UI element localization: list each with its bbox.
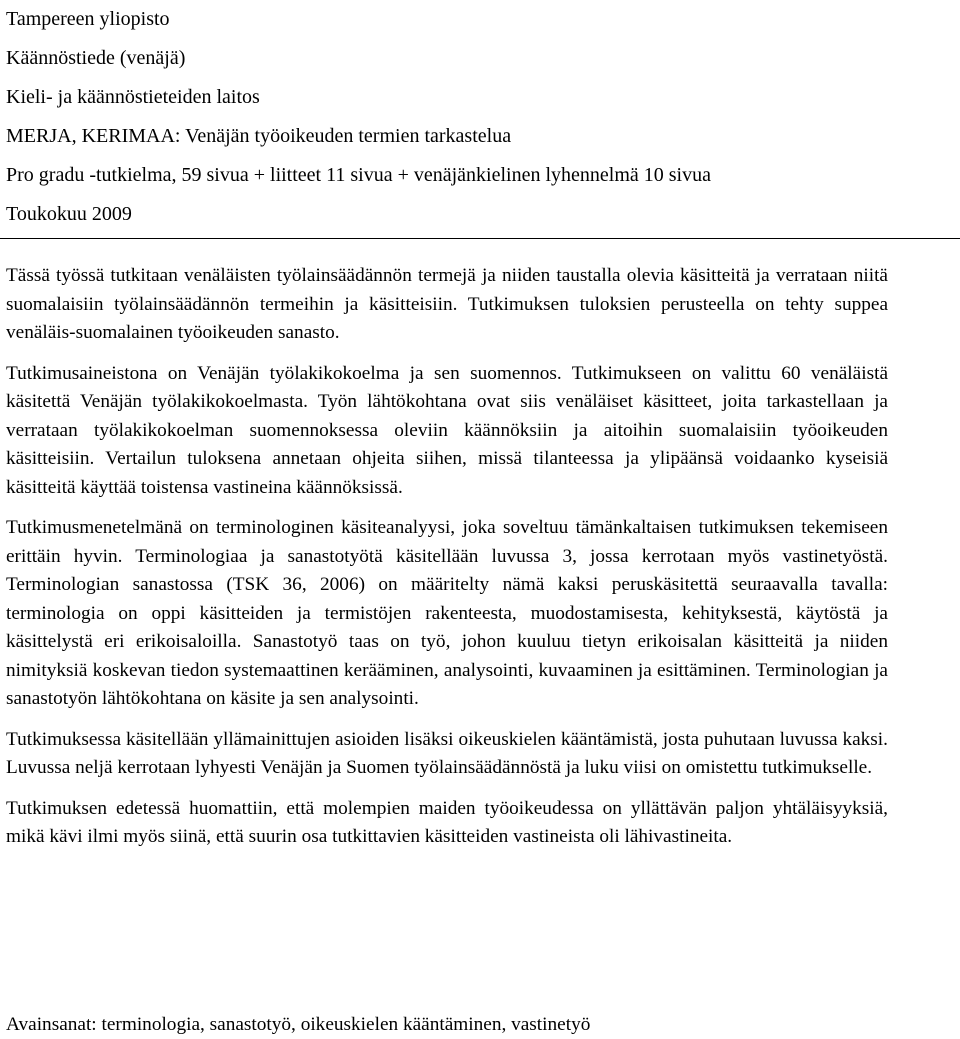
- thesis-info: Pro gradu -tutkielma, 59 sivua + liitteet 11 sivua + venäjänkielinen lyhennelmä 10 sivua: [6, 164, 711, 186]
- abstract-body: [6, 262, 888, 864]
- programme-name: Käännöstiede (venäjä): [6, 47, 186, 69]
- thesis-header: [6, 0, 956, 234]
- department-name: Kieli- ja käännöstieteiden laitos: [6, 86, 260, 108]
- thesis-date: Toukokuu 2009: [6, 203, 132, 225]
- university-name: Tampereen yliopisto: [6, 8, 170, 30]
- abstract-paragraph-2: Tutkimusaineistona on Venäjän työlakikokoelma ja sen suomennos. Tutkimukseen on valittu 60 venäläistä käsitettä Venäjän työlakikokoelmasta. Työn lähtökohtana ovat siis venäläiset käsitteet, joita tarkastellaan ja verrataan työlakikokoelman suomennoksessa oleviin käännöksiin ja aitoihin suomalaisiin työoikeuden käsitteisiin. Vertailun tuloksena annetaan ohjeita siihen, missä tilanteessa ja ylipäänsä voidaanko kyseisiä käsitteitä käyttää toistensa vastineina käännöksissä.: [6, 362, 888, 498]
- header-divider: [0, 238, 960, 239]
- author-and-title: MERJA, KERIMAA: Venäjän työoikeuden termien tarkastelua: [6, 125, 512, 147]
- keywords-line: Avainsanat: terminologia, sanastotyö, oikeuskielen kääntäminen, vastinetyö: [6, 1014, 591, 1035]
- abstract-paragraph-5: Tutkimuksen edetessä huomattiin, että molempien maiden työoikeudessa on yllättävän paljon yhtäläisyyksiä, mikä kävi ilmi myös siinä, että suurin osa tutkittavien käsitteiden vastineista oli lähivastineita.: [6, 797, 888, 847]
- abstract-paragraph-1: Tässä työssä tutkitaan venäläisten työlainsäädännön termejä ja niiden taustalla olevia käsitteitä ja verrataan niitä suomalaisiin työlainsäädännön termeihin ja käsitteisiin. Tutkimuksen tuloksien perusteella on tehty suppea venäläis-suomalainen työoikeuden sanasto.: [6, 265, 888, 343]
- abstract-paragraph-4: Tutkimuksessa käsitellään yllämainittujen asioiden lisäksi oikeuskielen kääntämistä, josta puhutaan luvussa kaksi. Luvussa neljä kerrotaan lyhyesti Venäjän ja Suomen työlainsäädännöstä ja luku viisi on omistettu tutkimukselle.: [6, 728, 888, 778]
- abstract-paragraph-3: Tutkimusmenetelmänä on terminologinen käsiteanalyysi, joka soveltuu tämänkaltaisen tutkimuksen tekemiseen erittäin hyvin. Terminologiaa ja sanastotyötä käsitellään luvussa 3, jossa kerrotaan myös vastinetyöstä. Terminologian sanastossa (TSK 36, 2006) on määritelty nämä kaksi peruskäsitettä seuraavalla tavalla: terminologia on oppi käsitteiden ja termistöjen rakenteesta, muodostamisesta, kehityksestä, käytöstä ja käsittelystä eri erikoisaloilla. Sanastotyö taas on työ, johon kuuluu tietyn erikoisalan käsitteitä ja niiden nimityksiä koskevan tiedon systemaattinen kerääminen, analysointi, kuvaaminen ja esittäminen. Terminologian ja sanastotyön lähtökohtana on käsite ja sen analysointi.: [6, 517, 888, 709]
